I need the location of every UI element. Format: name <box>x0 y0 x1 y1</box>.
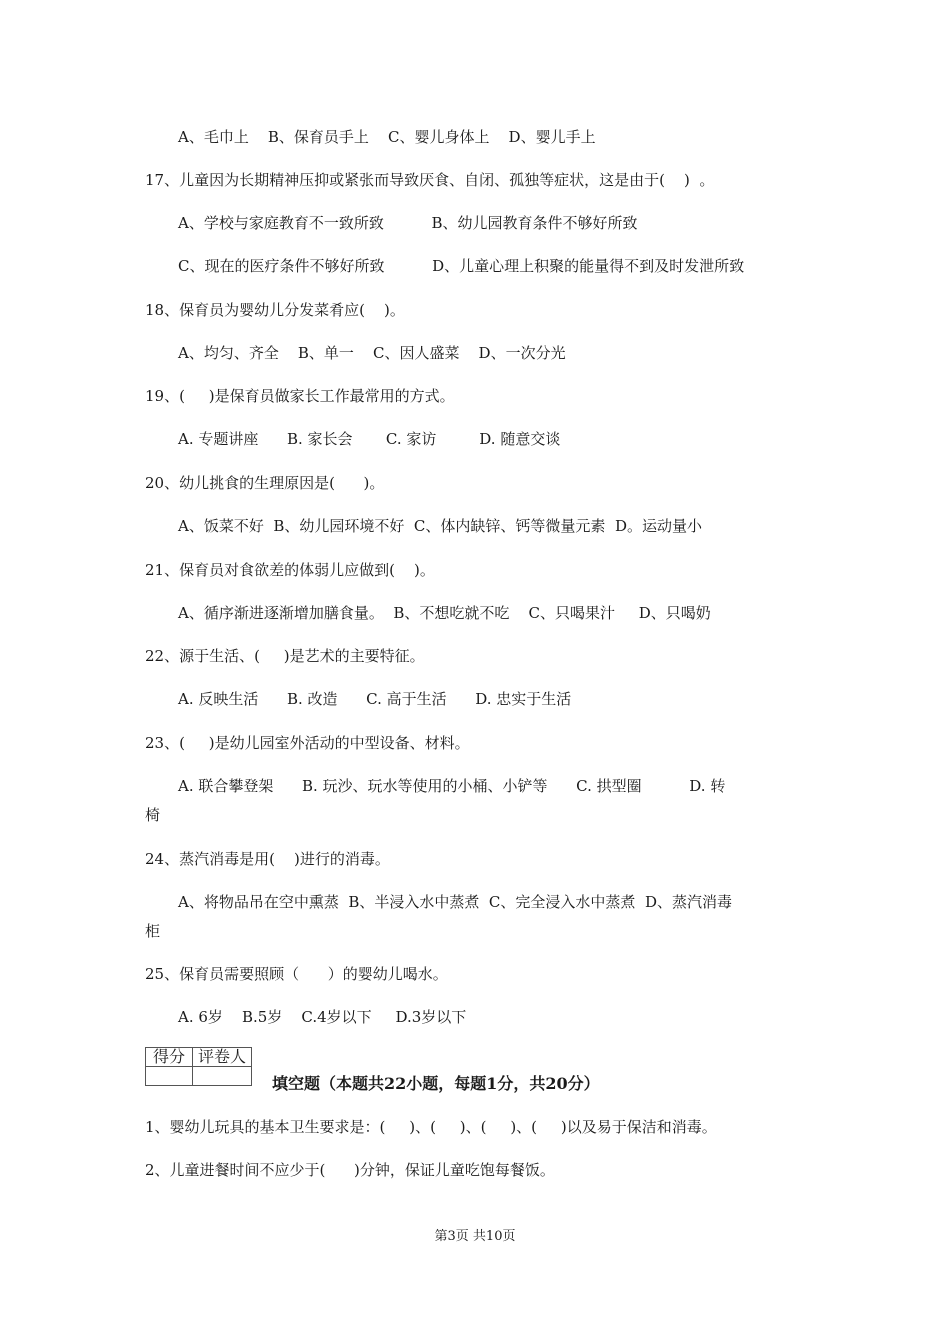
score-label: 得分 <box>146 1048 193 1067</box>
option-text: A、饭菜不好 B、幼儿园环境不好 C、体内缺锌、钙等微量元素 D。运动量小 <box>178 517 702 535</box>
grader-cell <box>193 1067 252 1086</box>
question-text: 24、蒸汽消毒是用( )进行的消毒。 <box>145 850 390 868</box>
score-box <box>145 1047 252 1086</box>
section-title: 填空题（本题共22小题，每题1分，共20分） <box>272 1074 600 1093</box>
option-text: C、现在的医疗条件不够好所致 D、儿童心理上积聚的能量得不到及时发泄所致 <box>178 257 745 275</box>
question-text: 17、儿童因为长期精神压抑或紧张而导致厌食、自闭、孤独等症状，这是由于( ) 。 <box>145 171 715 189</box>
score-cell <box>146 1067 193 1086</box>
option-text: A. 反映生活 B. 改造 C. 高于生活 D. 忠实于生活 <box>178 690 572 708</box>
option-text: A、学校与家庭教育不一致所致 B、幼儿园教育条件不够好所致 <box>178 214 638 232</box>
grader-label: 评卷人 <box>193 1048 252 1067</box>
option-text: A. 联合攀登架 B. 玩沙、玩水等使用的小桶、小铲等 C. 拱型圈 D. 转 <box>178 777 726 795</box>
option-text: A、毛巾上 B、保育员手上 C、婴儿身体上 D、婴儿手上 <box>178 128 596 146</box>
question-text: 21、保育员对食欲差的体弱儿应做到( )。 <box>145 561 435 579</box>
option-text: A、循序渐进逐渐增加膳食量。 B、不想吃就不吃 C、只喝果汁 D、只喝奶 <box>178 604 711 622</box>
question-text: 1、婴幼儿玩具的基本卫生要求是：( )、( )、( )、( )以及易于保洁和消毒。 <box>145 1118 717 1136</box>
option-text: A、将物品吊在空中熏蒸 B、半浸入水中蒸煮 C、完全浸入水中蒸煮 D、蒸汽消毒 <box>178 893 732 911</box>
option-text: A. 专题讲座 B. 家长会 C. 家访 D. 随意交谈 <box>178 430 561 448</box>
continuation-text: 柜 <box>145 922 161 940</box>
page-footer: 第3页 共10页 <box>434 1229 516 1244</box>
option-text: A. 6岁 B.5岁 C.4岁以下 D.3岁以下 <box>178 1008 467 1026</box>
question-text: 18、保育员为婴幼儿分发菜肴应( )。 <box>145 301 405 319</box>
question-text: 19、( )是保育员做家长工作最常用的方式。 <box>145 387 455 405</box>
continuation-text: 椅 <box>145 806 161 824</box>
question-text: 22、源于生活、( )是艺术的主要特征。 <box>145 647 425 665</box>
option-text: A、均匀、齐全 B、单一 C、因人盛菜 D、一次分光 <box>178 344 566 362</box>
question-text: 25、保育员需要照顾（ ）的婴幼儿喝水。 <box>145 965 448 983</box>
question-text: 20、幼儿挑食的生理原因是( )。 <box>145 474 385 492</box>
question-text: 2、儿童进餐时间不应少于( )分钟，保证儿童吃饱每餐饭。 <box>145 1161 555 1179</box>
question-text: 23、( )是幼儿园室外活动的中型设备、材料。 <box>145 734 470 752</box>
